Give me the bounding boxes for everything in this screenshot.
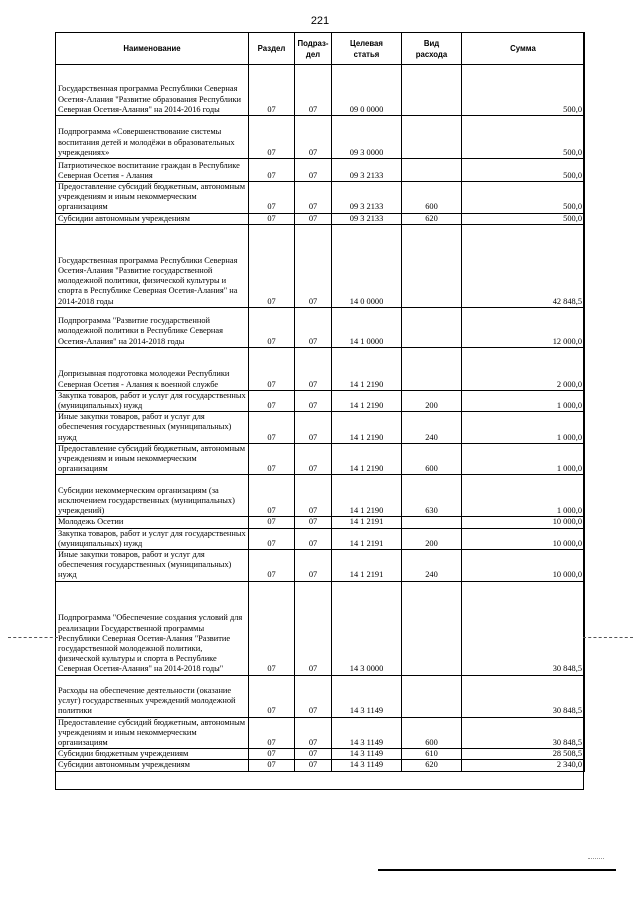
- table-row: [56, 517, 585, 528]
- table-header-row: [56, 33, 585, 65]
- table-row: [56, 159, 585, 182]
- row-section: 07: [249, 717, 295, 749]
- row-name: Государственная программа Республики Северная Осетия-Алания "Развитие государственной молодежной политики, физической культуры и спорта в Республике Северная Осетия-Алания" на 2014-2018 годы: [56, 224, 249, 307]
- row-subsection: 07: [295, 65, 332, 116]
- row-name: Подпрограмма «Совершенствование системы воспитания детей и молодёжи в образовательных учреждениях»: [56, 116, 249, 159]
- row-section: 07: [249, 224, 295, 307]
- row-name: Субсидии бюджетным учреждениям: [56, 749, 249, 760]
- row-target: 14 3 1149: [332, 675, 402, 717]
- row-target: 14 3 0000: [332, 581, 402, 675]
- row-section: 07: [249, 65, 295, 116]
- row-subsection: 07: [295, 675, 332, 717]
- row-subsection: 07: [295, 159, 332, 182]
- row-section: 07: [249, 528, 295, 549]
- row-subsection: 07: [295, 443, 332, 475]
- row-section: 07: [249, 550, 295, 582]
- row-target: 14 3 1149: [332, 717, 402, 749]
- row-target: 14 1 2190: [332, 347, 402, 390]
- header-name: Наименование: [56, 33, 249, 65]
- row-type: 620: [402, 760, 462, 771]
- row-subsection: 07: [295, 116, 332, 159]
- budget-table: [55, 32, 585, 772]
- row-name: Субсидии автономным учреждениям: [56, 213, 249, 224]
- row-target: 09 0 0000: [332, 65, 402, 116]
- table-row: [56, 390, 585, 411]
- row-amount: 30 848,5: [462, 717, 585, 749]
- row-target: 09 3 2133: [332, 182, 402, 214]
- row-amount: 42 848,5: [462, 224, 585, 307]
- table-row: [56, 116, 585, 159]
- row-target: 14 3 1149: [332, 760, 402, 771]
- table-row: [56, 347, 585, 390]
- table-row: [56, 443, 585, 475]
- row-target: 14 1 2191: [332, 550, 402, 582]
- row-type: 200: [402, 390, 462, 411]
- scan-artifact-dots: [588, 858, 604, 859]
- row-type: 600: [402, 182, 462, 214]
- row-amount: 1 000,0: [462, 412, 585, 444]
- row-type: 610: [402, 749, 462, 760]
- table-row: [56, 581, 585, 675]
- row-subsection: 07: [295, 182, 332, 214]
- row-subsection: 07: [295, 390, 332, 411]
- row-section: 07: [249, 581, 295, 675]
- row-target: 09 3 0000: [332, 116, 402, 159]
- header-type: Вид расхода: [402, 33, 462, 65]
- row-name: Субсидии некоммерческим организациям (за исключением государственных (муниципальных) учреждений): [56, 475, 249, 517]
- row-amount: 1 000,0: [462, 475, 585, 517]
- row-section: 07: [249, 760, 295, 771]
- row-section: 07: [249, 116, 295, 159]
- row-type: 240: [402, 412, 462, 444]
- row-amount: 2 000,0: [462, 347, 585, 390]
- row-target: 14 0 0000: [332, 224, 402, 307]
- row-name: Патриотическое воспитание граждан в Республике Северная Осетия - Алания: [56, 159, 249, 182]
- table-row: [56, 749, 585, 760]
- row-amount: 1 000,0: [462, 443, 585, 475]
- row-type: 620: [402, 213, 462, 224]
- row-type: 200: [402, 528, 462, 549]
- row-type: [402, 159, 462, 182]
- row-type: [402, 675, 462, 717]
- table-row: [56, 307, 585, 347]
- row-amount: 30 848,5: [462, 581, 585, 675]
- table-row: [56, 550, 585, 582]
- row-type: [402, 517, 462, 528]
- row-subsection: 07: [295, 213, 332, 224]
- row-target: 14 1 2191: [332, 517, 402, 528]
- row-section: 07: [249, 182, 295, 214]
- row-type: 600: [402, 717, 462, 749]
- table-row: [56, 475, 585, 517]
- row-target: 14 1 2191: [332, 528, 402, 549]
- row-name: Иные закупки товаров, работ и услуг для обеспечения государственных (муниципальных) нужд: [56, 550, 249, 582]
- row-amount: 10 000,0: [462, 528, 585, 549]
- row-type: [402, 581, 462, 675]
- row-amount: 2 340,0: [462, 760, 585, 771]
- table-row: [56, 182, 585, 214]
- scan-artifact-line: [583, 637, 633, 638]
- row-subsection: 07: [295, 307, 332, 347]
- header-subsection: Подраз- дел: [295, 33, 332, 65]
- table-row: [56, 717, 585, 749]
- row-name: Субсидии автономным учреждениям: [56, 760, 249, 771]
- table-row: [56, 675, 585, 717]
- row-section: 07: [249, 159, 295, 182]
- row-section: 07: [249, 213, 295, 224]
- row-section: 07: [249, 307, 295, 347]
- bottom-rule: [378, 869, 616, 871]
- table-row: [56, 412, 585, 444]
- header-amount: Сумма: [462, 33, 585, 65]
- row-amount: 500,0: [462, 182, 585, 214]
- row-type: 630: [402, 475, 462, 517]
- row-target: 14 1 2190: [332, 390, 402, 411]
- table-row: [56, 760, 585, 771]
- row-section: 07: [249, 412, 295, 444]
- table-row: [56, 528, 585, 549]
- row-subsection: 07: [295, 550, 332, 582]
- row-type: [402, 224, 462, 307]
- row-subsection: 07: [295, 581, 332, 675]
- row-subsection: 07: [295, 224, 332, 307]
- row-name: Предоставление субсидий бюджетным, автономным учреждениям и иным некоммерческим организациям: [56, 717, 249, 749]
- table-row: [56, 224, 585, 307]
- row-name: Предоставление субсидий бюджетным, автономным учреждениям и иным некоммерческим организациям: [56, 182, 249, 214]
- scan-artifact-line: [8, 637, 58, 638]
- row-target: 14 3 1149: [332, 749, 402, 760]
- page-number: 221: [310, 15, 330, 27]
- row-type: [402, 116, 462, 159]
- row-type: [402, 307, 462, 347]
- row-amount: 500,0: [462, 159, 585, 182]
- row-type: [402, 65, 462, 116]
- header-target: Целевая статья: [332, 33, 402, 65]
- row-amount: 500,0: [462, 65, 585, 116]
- row-amount: 500,0: [462, 116, 585, 159]
- row-amount: 28 508,5: [462, 749, 585, 760]
- header-section: Раздел: [249, 33, 295, 65]
- row-section: 07: [249, 347, 295, 390]
- row-amount: 10 000,0: [462, 517, 585, 528]
- row-subsection: 07: [295, 347, 332, 390]
- row-name: Расходы на обеспечение деятельности (оказание услуг) государственных учреждений молодежной политики: [56, 675, 249, 717]
- row-amount: 30 848,5: [462, 675, 585, 717]
- row-type: 600: [402, 443, 462, 475]
- table-row: [56, 213, 585, 224]
- row-subsection: 07: [295, 717, 332, 749]
- row-subsection: 07: [295, 760, 332, 771]
- table-body: [56, 65, 585, 772]
- row-name: Допризывная подготовка молодежи Республики Северная Осетия - Алания к военной службе: [56, 347, 249, 390]
- row-subsection: 07: [295, 517, 332, 528]
- row-name: Государственная программа Республики Северная Осетия-Алания "Развитие образования Республики Северная Осетия-Алания" на 2014-2016 годы: [56, 65, 249, 116]
- row-section: 07: [249, 517, 295, 528]
- row-name: Иные закупки товаров, работ и услуг для обеспечения государственных (муниципальных) нужд: [56, 412, 249, 444]
- row-subsection: 07: [295, 412, 332, 444]
- row-target: 14 1 0000: [332, 307, 402, 347]
- row-target: 09 3 2133: [332, 159, 402, 182]
- row-section: 07: [249, 443, 295, 475]
- row-name: Предоставление субсидий бюджетным, автономным учреждениям и иным некоммерческим организациям: [56, 443, 249, 475]
- row-name: Молодежь Осетии: [56, 517, 249, 528]
- row-amount: 500,0: [462, 213, 585, 224]
- row-name: Подпрограмма "Развитие государственной молодежной политики в Республике Северная Осетия-Алания" на 2014-2018 годы: [56, 307, 249, 347]
- row-amount: 1 000,0: [462, 390, 585, 411]
- row-subsection: 07: [295, 528, 332, 549]
- table-row: [56, 65, 585, 116]
- row-type: [402, 347, 462, 390]
- row-section: 07: [249, 675, 295, 717]
- row-type: 240: [402, 550, 462, 582]
- row-target: 14 1 2190: [332, 412, 402, 444]
- row-section: 07: [249, 390, 295, 411]
- row-subsection: 07: [295, 749, 332, 760]
- row-target: 14 1 2190: [332, 475, 402, 517]
- row-target: 14 1 2190: [332, 443, 402, 475]
- row-subsection: 07: [295, 475, 332, 517]
- row-amount: 12 000,0: [462, 307, 585, 347]
- row-target: 09 3 2133: [332, 213, 402, 224]
- row-section: 07: [249, 475, 295, 517]
- row-amount: 10 000,0: [462, 550, 585, 582]
- row-name: Закупка товаров, работ и услуг для государственных (муниципальных) нужд: [56, 528, 249, 549]
- row-name: Закупка товаров, работ и услуг для государственных (муниципальных) нужд: [56, 390, 249, 411]
- row-name: Подпрограмма "Обеспечение создания условий для реализации Государственной программы Республики Северная Осетия-Алания "Развитие государственной молодежной политики, физической культуры и спорта в Республике Северная Осетия-Алания" на 2014-2018 годы": [56, 581, 249, 675]
- row-section: 07: [249, 749, 295, 760]
